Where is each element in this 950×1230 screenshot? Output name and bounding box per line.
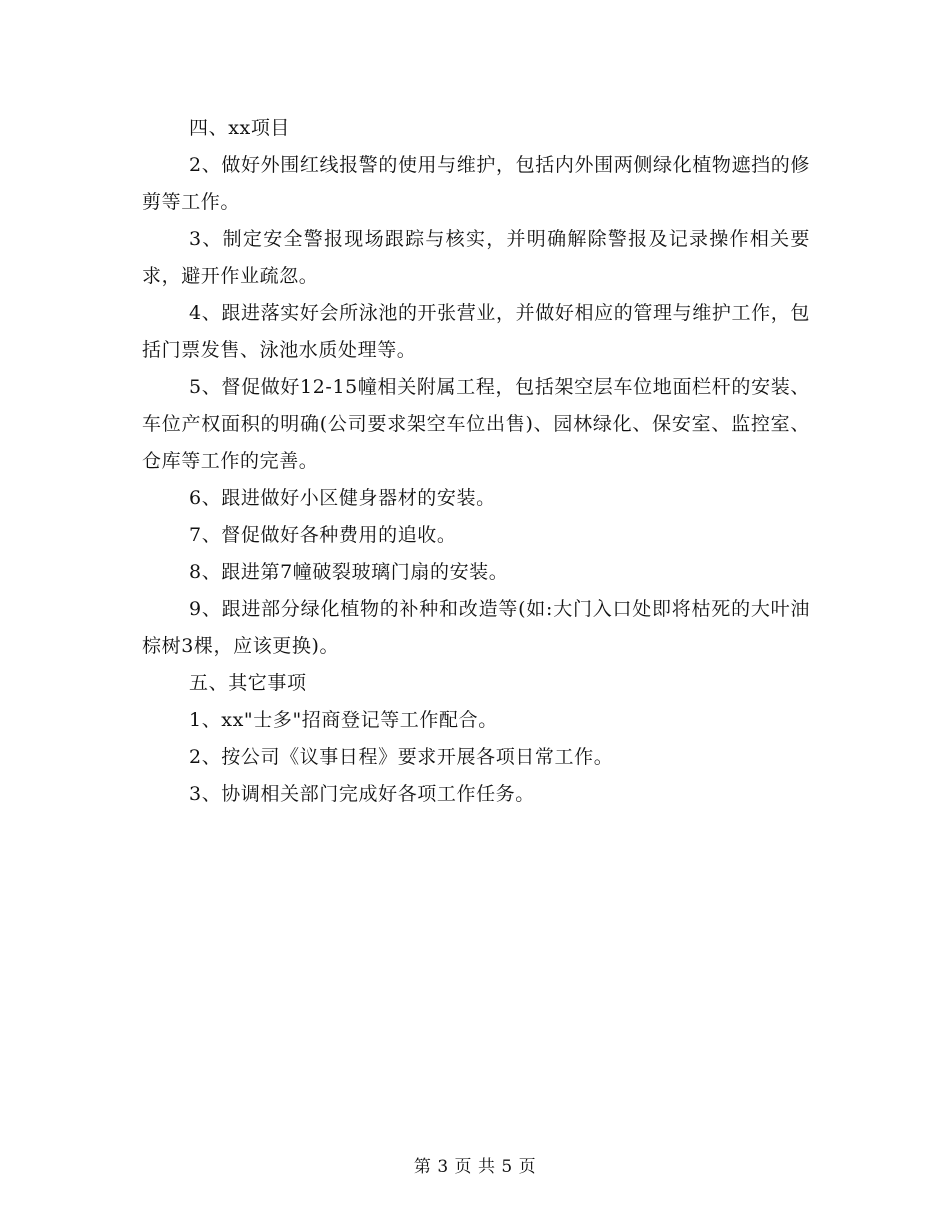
paragraph-item-8: 8、跟进第7幢破裂玻璃门扇的安装。: [189, 561, 509, 583]
document-body: [142, 110, 810, 813]
paragraph-item-5-3: 3、协调相关部门完成好各项工作任务。: [189, 783, 535, 805]
paragraph-item-5-2: 2、按公司《议事日程》要求开展各项日常工作。: [189, 746, 614, 768]
paragraph-item-5-1: 1、xx"士多"招商登记等工作配合。: [189, 709, 498, 731]
paragraph-item-6: 6、跟进做好小区健身器材的安装。: [189, 487, 496, 509]
paragraph-item-7: 7、督促做好各种费用的追收。: [189, 524, 457, 546]
paragraph-item-2: 2、做好外围红线报警的使用与维护，包括内外围两侧绿化植物遮挡的修剪等工作。: [142, 154, 810, 213]
section-heading-4: 四、xx项目: [189, 117, 291, 139]
paragraph-item-4: 4、跟进落实好会所泳池的开张营业，并做好相应的管理与维护工作，包括门票发售、泳池水质处理等。: [142, 302, 810, 361]
paragraph-item-3: 3、制定安全警报现场跟踪与核实，并明确解除警报及记录操作相关要求，避开作业疏忽。: [142, 228, 810, 287]
page-number-footer: 第 3 页 共 5 页: [413, 1157, 537, 1177]
paragraph-item-5: 5、督促做好12-15幢相关附属工程，包括架空层车位地面栏杆的安装、车位产权面积的明确(公司要求架空车位出售)、园林绿化、保安室、监控室、仓库等工作的完善。: [142, 376, 810, 472]
paragraph-item-9: 9、跟进部分绿化植物的补种和改造等(如:大门入口处即将枯死的大叶油棕树3棵，应该更换)。: [142, 598, 810, 657]
section-heading-5: 五、其它事项: [189, 672, 307, 694]
